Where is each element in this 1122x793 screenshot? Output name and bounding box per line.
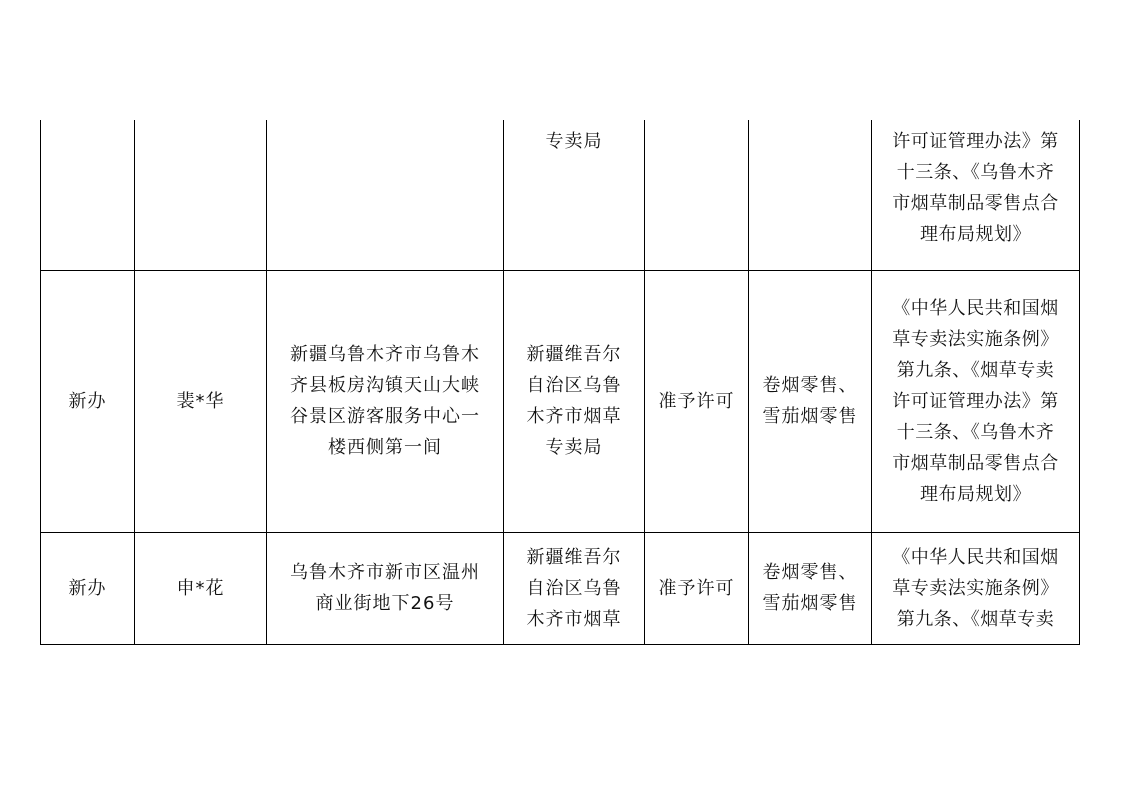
text-line: 准予许可 <box>658 390 735 412</box>
text-line: 理布局规划》 <box>920 483 1031 505</box>
text-line: 木齐市烟草 <box>526 608 622 630</box>
text-line: 卷烟零售、 <box>762 562 858 583</box>
cell-authority <box>504 270 645 532</box>
cell-scope <box>749 532 872 644</box>
text-line: 专卖局 <box>545 437 603 458</box>
text-line: 十三条、《乌鲁木齐 <box>896 162 1055 183</box>
text-line: 第九条、《烟草专卖 <box>896 359 1055 381</box>
text-line: 专卖局 <box>545 131 603 152</box>
cell-scope <box>749 120 872 270</box>
table-row <box>41 532 1080 644</box>
cell-decision <box>645 120 749 270</box>
cell-basis <box>872 120 1080 270</box>
text-line: 草专卖法实施条例》 <box>892 328 1059 350</box>
cell-address <box>267 120 504 270</box>
text-line: 齐县板房沟镇天山大峡 <box>290 375 480 396</box>
text-line: 乌鲁木齐市新市区温州 <box>290 562 480 583</box>
cell-name: 裴*华 <box>135 270 267 532</box>
cell-address <box>267 532 504 644</box>
cell-decision <box>645 270 749 532</box>
text-line: 木齐市烟草 <box>526 406 622 427</box>
cell-address <box>267 270 504 532</box>
text-line: 准予许可 <box>658 577 735 599</box>
text-line: 卷烟零售、 <box>762 375 858 396</box>
text-line: 新疆乌鲁木齐市乌鲁木 <box>290 344 480 365</box>
table-row <box>41 120 1080 270</box>
text-line: 新疆维吾尔 <box>526 344 622 365</box>
text-line: 第九条、《烟草专卖 <box>896 608 1055 630</box>
text-line: 市烟草制品零售点合 <box>892 452 1059 474</box>
table-row <box>41 270 1080 532</box>
license-table <box>40 120 1080 645</box>
text-line: 自治区乌鲁 <box>526 375 622 396</box>
text-line: 《中华人民共和国烟 <box>892 297 1059 319</box>
cell-name <box>135 120 267 270</box>
cell-basis <box>872 532 1080 644</box>
text-line: 新疆维吾尔 <box>526 546 622 568</box>
cell-decision <box>645 532 749 644</box>
text-line: 草专卖法实施条例》 <box>892 577 1059 599</box>
cell-authority <box>504 532 645 644</box>
text-line: 雪茄烟零售 <box>762 406 858 427</box>
text-line: 楼西侧第一间 <box>328 437 442 458</box>
text-line: 商业街地下26号 <box>315 593 455 614</box>
cell-type: 新办 <box>41 270 135 532</box>
text-line: 《中华人民共和国烟 <box>892 546 1059 568</box>
text-line: 十三条、《乌鲁木齐 <box>896 421 1055 443</box>
cell-name: 申*花 <box>135 532 267 644</box>
text-line: 许可证管理办法》第 <box>892 131 1059 152</box>
text-line: 自治区乌鲁 <box>526 577 622 599</box>
text-line: 理布局规划》 <box>920 224 1031 245</box>
text-line: 许可证管理办法》第 <box>892 390 1059 412</box>
text-line: 市烟草制品零售点合 <box>892 193 1059 214</box>
cell-authority <box>504 120 645 270</box>
cell-type <box>41 120 135 270</box>
text-line: 雪茄烟零售 <box>762 593 858 614</box>
cell-basis <box>872 270 1080 532</box>
cell-type: 新办 <box>41 532 135 644</box>
cell-scope <box>749 270 872 532</box>
text-line: 谷景区游客服务中心一 <box>290 406 480 427</box>
